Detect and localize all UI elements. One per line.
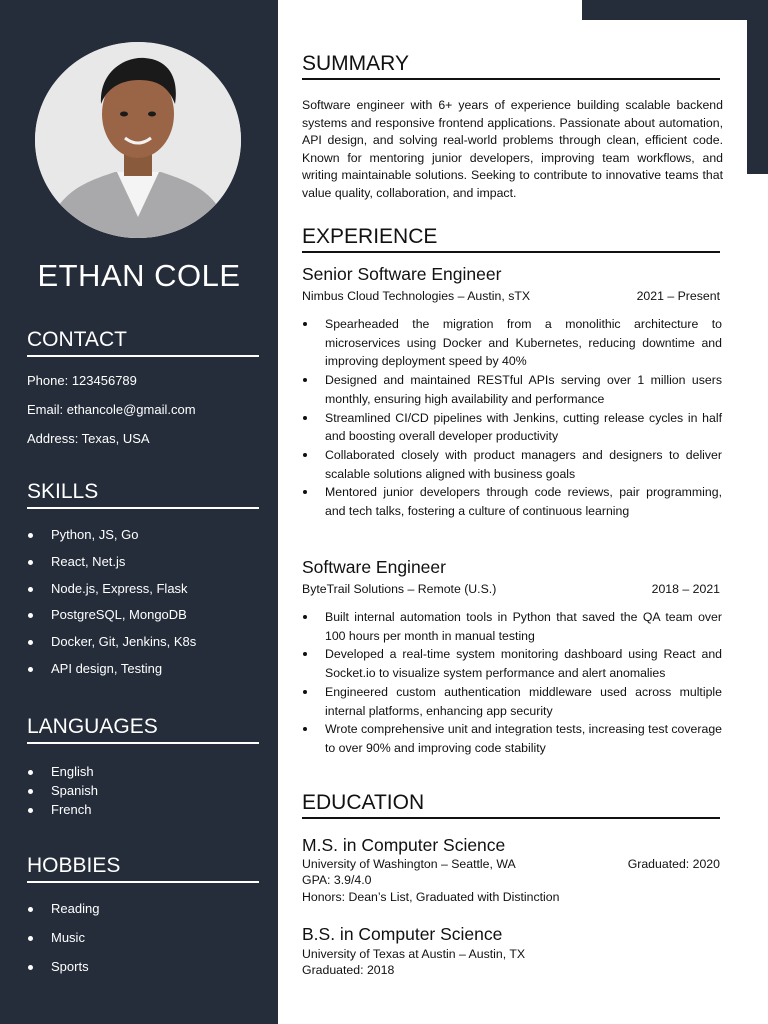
sidebar <box>0 0 278 1024</box>
summary-heading: SUMMARY <box>302 52 720 80</box>
list-item: API design, Testing <box>27 661 196 688</box>
degree-meta <box>302 857 720 871</box>
list-item: PostgreSQL, MongoDB <box>27 607 196 634</box>
job-meta <box>302 582 720 596</box>
job-title: Software Engineer <box>302 557 446 577</box>
list-item: Developed a real-time system monitoring dashboard using React and Socket.io to visualize system performance and alert anomalies <box>302 645 722 682</box>
job-dates: 2021 – Present <box>636 289 720 303</box>
job-company: ByteTrail Solutions – Remote (U.S.) <box>302 582 497 596</box>
languages-heading: LANGUAGES <box>27 715 259 744</box>
languages-list <box>27 764 98 821</box>
contact-email: Email: ethancole@gmail.com <box>27 402 196 417</box>
contact-address: Address: Texas, USA <box>27 431 150 446</box>
person-portrait-icon <box>35 42 241 238</box>
degree-honors: Honors: Dean’s List, Graduated with Distinction <box>302 890 560 904</box>
list-item: English <box>27 764 98 783</box>
list-item: Wrote comprehensive unit and integration tests, increasing test coverage to over 90% and improving code stability <box>302 720 722 757</box>
job-bullets <box>302 608 722 758</box>
profile-photo <box>35 42 241 238</box>
contact-phone: Phone: 123456789 <box>27 373 137 388</box>
hobbies-heading: HOBBIES <box>27 854 259 883</box>
list-item: Python, JS, Go <box>27 527 196 554</box>
list-item: Engineered custom authentication middleware used across multiple internal platforms, enhancing app security <box>302 683 722 720</box>
list-item: Mentored junior developers through code reviews, pair programming, and tech talks, fostering a culture of continuous learning <box>302 483 722 520</box>
job-meta <box>302 289 720 303</box>
corner-decoration-right <box>747 0 768 174</box>
experience-heading: EXPERIENCE <box>302 225 720 253</box>
degree-school: University of Texas at Austin – Austin, TX <box>302 947 526 961</box>
corner-decoration-top <box>582 0 768 20</box>
list-item: Spanish <box>27 783 98 802</box>
list-item: Sports <box>27 959 99 988</box>
hobbies-list <box>27 901 99 988</box>
person-name: ETHAN COLE <box>37 258 241 293</box>
list-item: Spearheaded the migration from a monolithic architecture to microservices using Docker and Kubernetes, reducing downtime and improving deployment speed by 40% <box>302 315 722 371</box>
education-heading: EDUCATION <box>302 791 720 819</box>
job-title: Senior Software Engineer <box>302 264 502 284</box>
job-company: Nimbus Cloud Technologies – Austin, sTX <box>302 289 531 303</box>
degree-graduated: Graduated: 2018 <box>302 963 395 977</box>
list-item: French <box>27 802 98 821</box>
list-item: Designed and maintained RESTful APIs serving over 1 million users monthly, ensuring high availability and performance <box>302 371 722 408</box>
list-item: Node.js, Express, Flask <box>27 581 196 608</box>
degree-school: University of Washington – Seattle, WA <box>302 857 516 871</box>
degree-graduated: Graduated: 2020 <box>627 857 720 871</box>
list-item: Reading <box>27 901 99 930</box>
contact-heading: CONTACT <box>27 328 259 357</box>
job-dates: 2018 – 2021 <box>651 582 720 596</box>
skills-heading: SKILLS <box>27 480 259 509</box>
list-item: React, Net.js <box>27 554 196 581</box>
list-item: Streamlined CI/CD pipelines with Jenkins, cutting release cycles in half and boosting overall developer productivity <box>302 409 722 446</box>
list-item: Built internal automation tools in Python that saved the QA team over 100 hours per month in manual testing <box>302 608 722 645</box>
list-item: Collaborated closely with product managers and designers to deliver scalable solutions aligned with business goals <box>302 446 722 483</box>
job-bullets <box>302 315 722 521</box>
degree-title: M.S. in Computer Science <box>302 835 506 855</box>
skills-list <box>27 527 196 688</box>
degree-gpa: GPA: 3.9/4.0 <box>302 873 372 887</box>
summary-text: Software engineer with 6+ years of experience building scalable backend systems and responsive frontend applications. Passionate about automation, API design, and solving real-world problems through clean, efficient code. Known for mentoring junior developers, improving team workflows, and writing maintainable solutions. Seeking to contribute to innovative teams that value quality, collaboration, and impact. <box>302 98 723 200</box>
degree-title: B.S. in Computer Science <box>302 924 503 944</box>
list-item: Music <box>27 930 99 959</box>
list-item: Docker, Git, Jenkins, K8s <box>27 634 196 661</box>
